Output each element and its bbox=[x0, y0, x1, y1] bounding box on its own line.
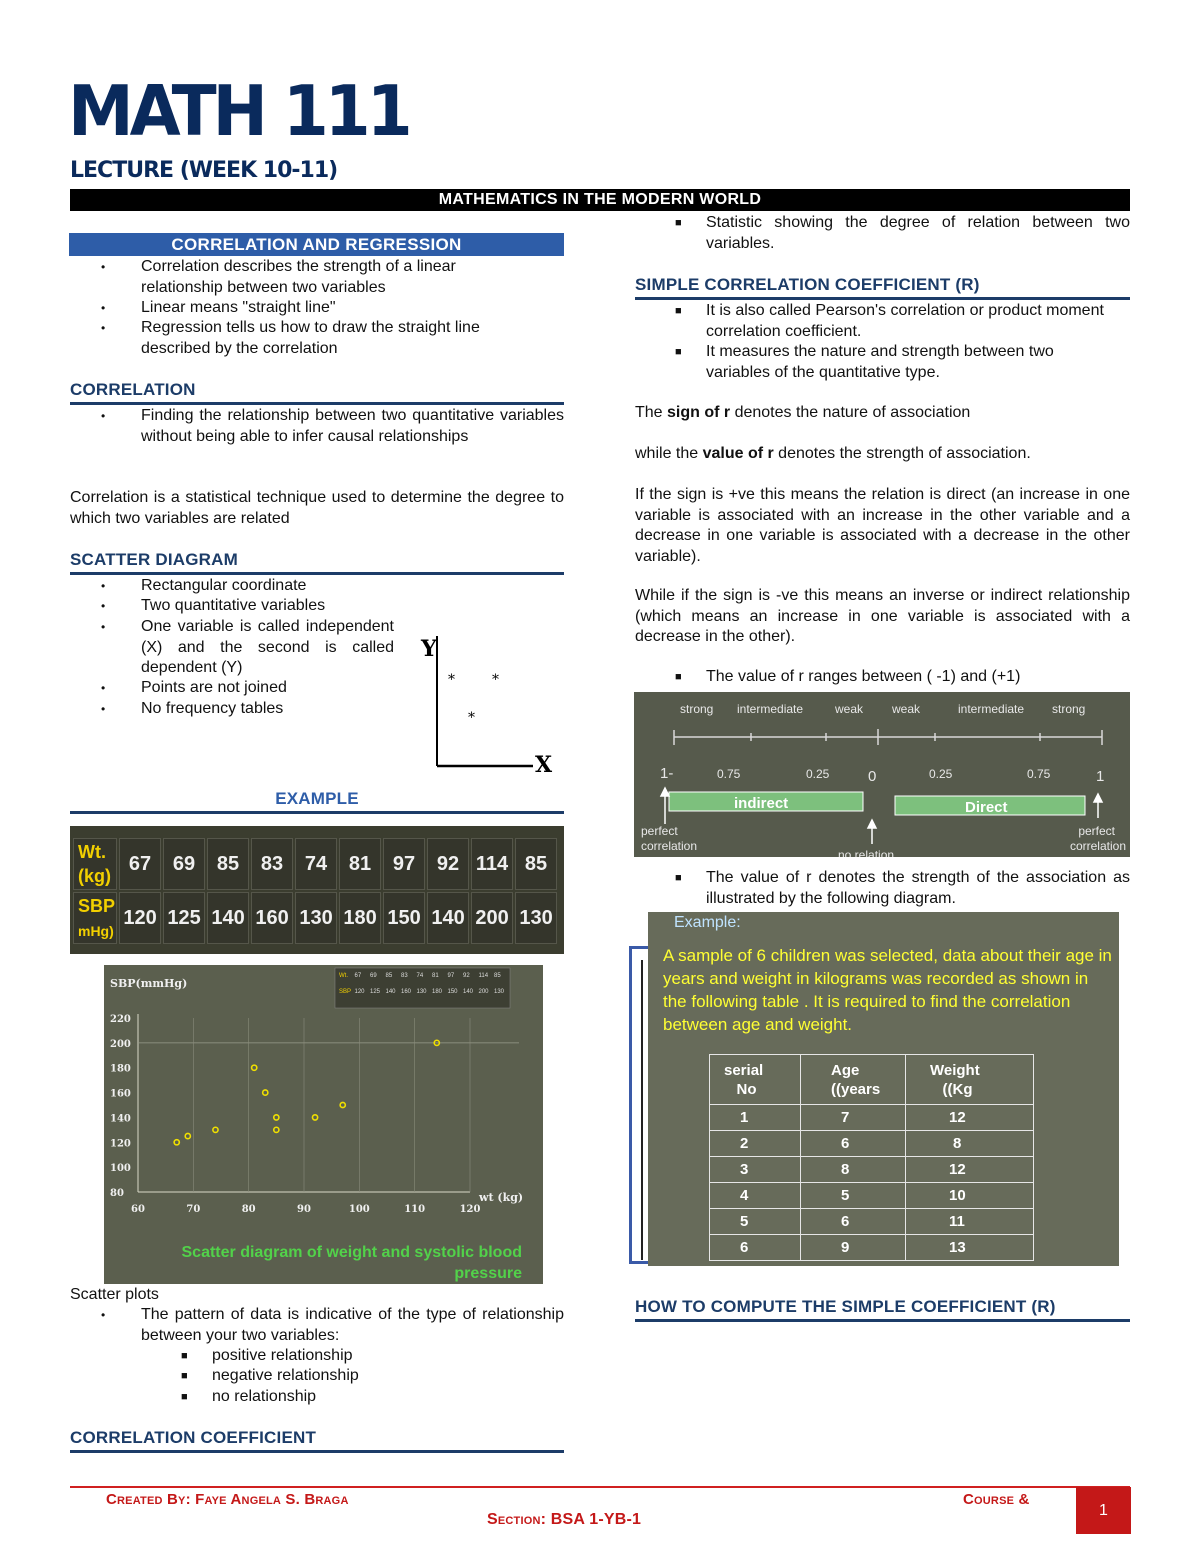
perfect-label: correlation bbox=[1069, 839, 1126, 853]
course-title: MATH 111 bbox=[68, 71, 409, 152]
table-header: serial No bbox=[710, 1055, 801, 1105]
table-cell: 180 bbox=[339, 892, 381, 944]
list-item: ■ It measures the nature and strength between two variables of the quantitative type. bbox=[675, 343, 1054, 381]
bullet-icon: • bbox=[101, 321, 106, 335]
table-cell: 11 bbox=[906, 1209, 1034, 1235]
table-cell: 5 bbox=[710, 1209, 801, 1235]
list-item: ■ The value of r ranges between ( -1) and (+1) bbox=[706, 667, 1130, 688]
list-item: ■ no relationship bbox=[212, 1387, 512, 1408]
list-item: • Finding the relationship between two quantitative variables without being able to infer causal relationships bbox=[101, 407, 564, 445]
table-cell: 5 bbox=[801, 1183, 906, 1209]
table-cell: 140 bbox=[427, 892, 469, 944]
scatter-point bbox=[174, 1140, 179, 1145]
table-header: Age ((years bbox=[801, 1055, 906, 1105]
list-item: • Linear means "straight line" bbox=[141, 298, 531, 319]
subject-bar: MATHEMATICS IN THE MODERN WORLD bbox=[70, 189, 1130, 211]
square-bullet-icon: ■ bbox=[675, 872, 682, 884]
tick-label: 0.75 bbox=[717, 767, 741, 781]
table-cell: 200 bbox=[471, 892, 513, 944]
scatter-point bbox=[340, 1102, 345, 1107]
table-cell: 150 bbox=[383, 892, 425, 944]
y-tick-label: 180 bbox=[110, 1063, 131, 1075]
example-slide-text: A sample of 6 children was selected, data about their age in years and weight in kilograms was recorded as shown in the following table . It is required to find the correlation between age and weight. bbox=[663, 946, 1112, 1034]
inset-table-cell: 125 bbox=[370, 989, 381, 995]
scatter-point bbox=[185, 1133, 190, 1138]
footer-section: Section: BSA 1-YB-1 bbox=[487, 1511, 642, 1528]
correlation-paragraph: Correlation is a statistical technique used to determine the degree to which two variables are related bbox=[70, 489, 564, 527]
direct-label: Direct bbox=[965, 799, 1008, 816]
list-item: ■ negative relationship bbox=[212, 1366, 512, 1387]
sign-of-r-line: The sign of r denotes the nature of association bbox=[635, 404, 971, 421]
table-row bbox=[710, 1131, 1034, 1157]
table-cell: 74 bbox=[295, 838, 337, 890]
scatter-point bbox=[312, 1115, 317, 1120]
y-tick-label: 160 bbox=[110, 1088, 131, 1100]
heading-rule bbox=[70, 572, 564, 575]
scatter-point bbox=[213, 1127, 218, 1132]
list-item: ■ It is also called Pearson's correlation or product moment correlation coefficient. bbox=[675, 302, 1104, 340]
square-bullet-icon: ■ bbox=[675, 305, 682, 317]
negative-sign-paragraph: While if the sign is -ve this means an inverse or indirect relationship (which means an increase in one variable is associated with a decrease in the other). bbox=[635, 587, 1130, 645]
square-bullet-icon: ■ bbox=[675, 346, 682, 358]
y-tick-label: 80 bbox=[110, 1188, 124, 1199]
table-cell: 9 bbox=[801, 1235, 906, 1261]
inset-table-cell: 83 bbox=[401, 973, 408, 979]
table-cell: SBP mHg) bbox=[73, 892, 117, 944]
table-row bbox=[710, 1055, 1034, 1105]
tick-label: 0.25 bbox=[806, 767, 830, 781]
scatter-chart-svg bbox=[104, 965, 543, 1284]
footer-course: Course & bbox=[963, 1491, 1030, 1508]
example-slide bbox=[648, 912, 1119, 1266]
r-range-svg bbox=[634, 692, 1130, 857]
lecture-subtitle: LECTURE (WEEK 10-11) bbox=[70, 158, 338, 183]
heading-rule bbox=[70, 1450, 564, 1453]
chart-caption-line1: Scatter diagram of weight and systolic blood bbox=[181, 1244, 522, 1261]
tick-label: 0.25 bbox=[929, 767, 953, 781]
strength-label: strong bbox=[1052, 702, 1086, 716]
inset-table-cell: 92 bbox=[463, 973, 470, 979]
table-cell: 67 bbox=[119, 838, 161, 890]
table-row bbox=[710, 1105, 1034, 1131]
x-tick-label: 120 bbox=[459, 1204, 481, 1215]
scatter-chart bbox=[104, 965, 543, 1284]
bullet-icon: • bbox=[101, 301, 106, 315]
table-row bbox=[710, 1235, 1034, 1261]
heading-rule bbox=[635, 297, 1130, 300]
bullet-icon: • bbox=[101, 579, 106, 593]
bullet-icon: • bbox=[101, 702, 106, 716]
y-tick-label: 200 bbox=[110, 1038, 131, 1050]
x-tick-label: 100 bbox=[348, 1204, 370, 1215]
list-item: • No frequency tables bbox=[141, 699, 396, 720]
scatter-point bbox=[263, 1090, 268, 1095]
inset-table-cell: 140 bbox=[385, 989, 396, 995]
page-number: 1 bbox=[1076, 1487, 1131, 1534]
inset-table-cell: Wt. bbox=[339, 973, 348, 979]
inset-table-cell: 130 bbox=[494, 989, 505, 995]
list-item: ■ Statistic showing the degree of relation between two variables. bbox=[675, 214, 1130, 252]
list-item: • Regression tells us how to draw the straight line described by the correlation bbox=[101, 319, 480, 357]
heading-rule bbox=[70, 402, 564, 405]
inset-table-cell: 85 bbox=[385, 973, 393, 979]
list-item: ■ The value of r denotes the strength of the association as illustrated by the following diagram. bbox=[675, 869, 1130, 907]
table-cell: 3 bbox=[710, 1157, 801, 1183]
bullet-icon: • bbox=[101, 1308, 106, 1322]
table-cell: 6 bbox=[801, 1131, 906, 1157]
weight-sbp-table bbox=[70, 826, 564, 954]
tick-label: 0 bbox=[868, 768, 877, 785]
list-item: • The pattern of data is indicative of the type of relationship between your two variables: bbox=[101, 1306, 564, 1344]
heading-example: EXAMPLE bbox=[275, 789, 359, 808]
inset-table-cell: 120 bbox=[354, 989, 365, 995]
positive-sign-paragraph: If the sign is +ve this means the relation is direct (an increase in one variable is associated with an increase in the other variable and a decrease in one variable is associated with a decrease in the other variable). bbox=[635, 486, 1130, 565]
table-cell: 4 bbox=[710, 1183, 801, 1209]
no-relation-label: no relation bbox=[838, 848, 895, 857]
inset-table-cell: 81 bbox=[432, 973, 439, 979]
example-slide-label: Example: bbox=[674, 914, 741, 931]
footer-line bbox=[70, 1486, 1130, 1488]
x-tick-label: 70 bbox=[186, 1204, 201, 1215]
scatter-point bbox=[252, 1065, 257, 1070]
table-row bbox=[710, 1157, 1034, 1183]
y-tick-label: 220 bbox=[110, 1014, 131, 1025]
table-cell: 97 bbox=[383, 838, 425, 890]
value-of-r-line: while the value of r denotes the strength of association. bbox=[635, 445, 1031, 462]
list-item: • Rectangular coordinate bbox=[141, 576, 396, 597]
y-tick-label: 100 bbox=[110, 1163, 131, 1175]
list-item: • Two quantitative variables bbox=[141, 596, 396, 617]
square-bullet-icon: ■ bbox=[675, 217, 682, 229]
table-cell: 1 bbox=[710, 1105, 801, 1131]
table-cell: 8 bbox=[801, 1157, 906, 1183]
y-axis-letter: Y bbox=[421, 636, 437, 662]
heading-simple-correlation: SIMPLE CORRELATION COEFFICIENT (R) bbox=[635, 275, 980, 294]
chart-xlabel: wt (kg) bbox=[479, 1191, 524, 1204]
heading-correlation: CORRELATION bbox=[70, 380, 196, 399]
heading-correlation-coefficient: CORRELATION COEFFICIENT bbox=[70, 1428, 317, 1447]
x-tick-label: 60 bbox=[131, 1204, 145, 1215]
scatter-point bbox=[274, 1115, 279, 1120]
bullet-icon: • bbox=[101, 620, 106, 634]
table-cell: 12 bbox=[906, 1105, 1034, 1131]
bullet-icon: • bbox=[101, 260, 106, 274]
table-cell: 140 bbox=[207, 892, 249, 944]
asterisk-point: * bbox=[492, 672, 499, 688]
scatter-point bbox=[274, 1127, 279, 1132]
footer-author: Created By: Faye Angela S. Braga bbox=[106, 1491, 349, 1508]
heading-rule bbox=[635, 1319, 1130, 1322]
inset-table-cell: 97 bbox=[447, 973, 455, 979]
indirect-label: indirect bbox=[734, 795, 789, 812]
table-cell: 92 bbox=[427, 838, 469, 890]
list-item: • Correlation describes the strength of a linear relationship between two variables bbox=[101, 258, 456, 296]
inset-table-cell: 180 bbox=[432, 989, 443, 995]
tick-label: 1 bbox=[1096, 768, 1105, 785]
inset-table-cell: 150 bbox=[447, 989, 458, 995]
strength-label: strong bbox=[680, 702, 714, 716]
inset-table-cell: 140 bbox=[463, 989, 474, 995]
tick-label: 0.75 bbox=[1027, 767, 1051, 781]
heading-how-to-compute: HOW TO COMPUTE THE SIMPLE COEFFICIENT (R) bbox=[635, 1297, 1056, 1316]
table-cell: 6 bbox=[710, 1235, 801, 1261]
table-cell: 85 bbox=[207, 838, 249, 890]
table-cell: 69 bbox=[163, 838, 205, 890]
inset-table-cell: 67 bbox=[354, 973, 362, 979]
table-row bbox=[710, 1209, 1034, 1235]
y-tick-label: 120 bbox=[110, 1138, 131, 1150]
table-cell: 130 bbox=[515, 892, 557, 944]
perfect-label: perfect bbox=[641, 824, 678, 838]
section-band-correlation-regression: CORRELATION AND REGRESSION bbox=[69, 233, 564, 256]
inset-table-cell: 69 bbox=[370, 973, 377, 979]
table-row bbox=[73, 838, 557, 890]
strength-label: intermediate bbox=[958, 702, 1025, 716]
age-weight-table bbox=[709, 1054, 1034, 1261]
mini-scatter-axes bbox=[415, 628, 555, 776]
strength-label: weak bbox=[835, 702, 864, 716]
perfect-label: correlation bbox=[641, 839, 698, 853]
chart-caption-line2: pressure bbox=[454, 1265, 522, 1282]
table-cell: 160 bbox=[251, 892, 293, 944]
table-cell: 81 bbox=[339, 838, 381, 890]
chart-ylabel: SBP(mmHg) bbox=[110, 977, 188, 990]
x-axis-letter: X bbox=[535, 752, 553, 776]
table-cell: 114 bbox=[471, 838, 513, 890]
table-cell: Wt. (kg) bbox=[73, 838, 117, 890]
tick-label: 1- bbox=[660, 765, 674, 782]
asterisk-point: * bbox=[448, 672, 455, 688]
inset-table-cell: SBP bbox=[339, 989, 352, 995]
bullet-icon: • bbox=[101, 599, 106, 613]
table-cell: 120 bbox=[119, 892, 161, 944]
table-cell: 130 bbox=[295, 892, 337, 944]
bullet-icon: • bbox=[101, 681, 106, 695]
inset-table-cell: 130 bbox=[416, 989, 427, 995]
y-tick-label: 140 bbox=[110, 1113, 131, 1125]
heading-rule bbox=[70, 811, 564, 814]
inset-table-cell: 114 bbox=[478, 973, 489, 979]
table-row bbox=[73, 892, 557, 944]
strength-label: intermediate bbox=[737, 702, 804, 716]
list-item: ■ positive relationship bbox=[212, 1346, 512, 1367]
x-tick-label: 80 bbox=[241, 1204, 256, 1215]
table-cell: 8 bbox=[906, 1131, 1034, 1157]
perfect-label: perfect bbox=[1078, 824, 1115, 838]
table-cell: 7 bbox=[801, 1105, 906, 1131]
square-bullet-icon: ■ bbox=[181, 1391, 188, 1403]
square-bullet-icon: ■ bbox=[181, 1350, 188, 1362]
table-cell: 85 bbox=[515, 838, 557, 890]
inset-table-cell: 85 bbox=[494, 973, 501, 979]
table-cell: 12 bbox=[906, 1157, 1034, 1183]
inset-table-cell: 74 bbox=[416, 973, 424, 979]
strength-label: weak bbox=[892, 702, 921, 716]
table-cell: 13 bbox=[906, 1235, 1034, 1261]
table-cell: 2 bbox=[710, 1131, 801, 1157]
x-tick-label: 90 bbox=[297, 1204, 311, 1215]
table-cell: 10 bbox=[906, 1183, 1034, 1209]
heading-scatter-diagram: SCATTER DIAGRAM bbox=[70, 550, 238, 569]
inset-table-cell: 160 bbox=[401, 989, 412, 995]
r-range-diagram bbox=[634, 692, 1130, 857]
table-cell: 6 bbox=[801, 1209, 906, 1235]
table-row bbox=[710, 1183, 1034, 1209]
list-item: • One variable is called independent (X) and the second is called dependent (Y) bbox=[101, 618, 394, 676]
scatter-plots-label: Scatter plots bbox=[70, 1286, 159, 1303]
table-header: Weight ((Kg bbox=[906, 1055, 1034, 1105]
table-cell: 125 bbox=[163, 892, 205, 944]
x-tick-label: 110 bbox=[404, 1204, 426, 1215]
inset-table-cell: 200 bbox=[478, 989, 489, 995]
bullet-icon: • bbox=[101, 409, 106, 423]
asterisk-point: * bbox=[468, 710, 475, 726]
square-bullet-icon: ■ bbox=[675, 671, 682, 683]
list-item: • Points are not joined bbox=[141, 678, 396, 699]
table-cell: 83 bbox=[251, 838, 293, 890]
square-bullet-icon: ■ bbox=[181, 1370, 188, 1382]
